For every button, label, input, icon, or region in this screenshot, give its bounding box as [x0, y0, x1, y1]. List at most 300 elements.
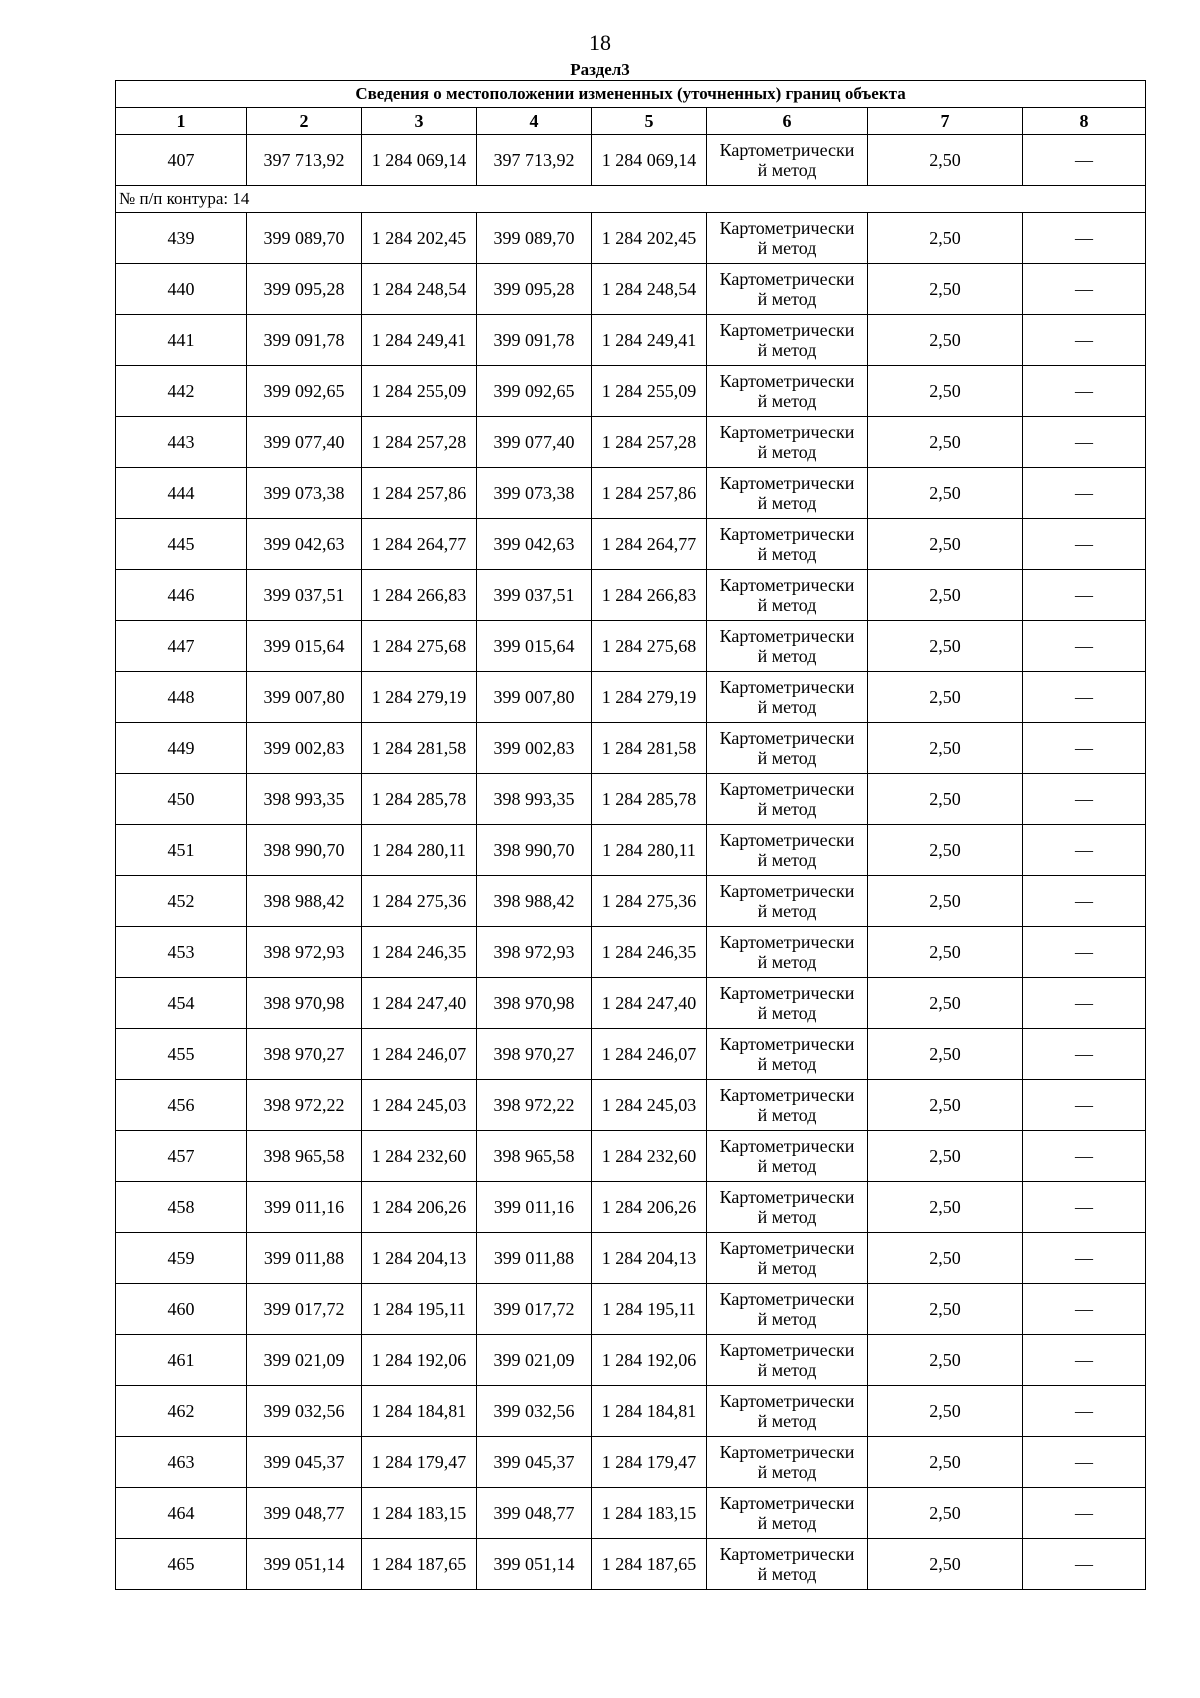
- refined-x: 398 970,27: [477, 1029, 592, 1080]
- description-dash: —: [1023, 1488, 1146, 1539]
- refined-y: 1 284 275,68: [592, 621, 707, 672]
- method-text: Картометрически: [719, 1187, 855, 1207]
- description-dash: —: [1023, 570, 1146, 621]
- existing-x: 399 032,56: [247, 1386, 362, 1437]
- existing-x: 399 042,63: [247, 519, 362, 570]
- method-text: Картометрически: [719, 575, 855, 595]
- method-text: Картометрически: [719, 779, 855, 799]
- existing-x: 399 037,51: [247, 570, 362, 621]
- refined-y: 1 284 255,09: [592, 366, 707, 417]
- accuracy-value: 2,50: [868, 1539, 1023, 1590]
- existing-x: 399 091,78: [247, 315, 362, 366]
- method-cell: [707, 927, 868, 978]
- existing-y: 1 284 280,11: [362, 825, 477, 876]
- existing-y: 1 284 187,65: [362, 1539, 477, 1590]
- table-row: [116, 1233, 1146, 1284]
- method-text: Картометрически: [719, 1136, 855, 1156]
- method-text: Картометрически: [719, 218, 855, 238]
- description-dash: —: [1023, 1335, 1146, 1386]
- method-text: Картометрически: [719, 1442, 855, 1462]
- method-text: й метод: [757, 1564, 817, 1584]
- existing-y: 1 284 192,06: [362, 1335, 477, 1386]
- existing-y: 1 284 257,28: [362, 417, 477, 468]
- existing-y: 1 284 232,60: [362, 1131, 477, 1182]
- refined-x: 399 042,63: [477, 519, 592, 570]
- method-cell: [707, 825, 868, 876]
- method-text: й метод: [757, 697, 817, 717]
- column-number: 3: [362, 108, 477, 135]
- existing-y: 1 284 069,14: [362, 135, 477, 186]
- table-row: [116, 1335, 1146, 1386]
- refined-x: 398 993,35: [477, 774, 592, 825]
- existing-x: 399 051,14: [247, 1539, 362, 1590]
- point-number: 457: [116, 1131, 247, 1182]
- table-row: [116, 876, 1146, 927]
- existing-y: 1 284 179,47: [362, 1437, 477, 1488]
- existing-y: 1 284 275,68: [362, 621, 477, 672]
- method-text: Картометрически: [719, 422, 855, 442]
- point-number: 460: [116, 1284, 247, 1335]
- method-text: Картометрически: [719, 830, 855, 850]
- refined-x: 399 011,88: [477, 1233, 592, 1284]
- method-cell: [707, 366, 868, 417]
- accuracy-value: 2,50: [868, 1437, 1023, 1488]
- description-dash: —: [1023, 366, 1146, 417]
- accuracy-value: 2,50: [868, 978, 1023, 1029]
- accuracy-value: 2,50: [868, 417, 1023, 468]
- table-caption: Сведения о местоположении измененных (уточненных) границ объекта: [116, 81, 1146, 108]
- method-text: й метод: [757, 442, 817, 462]
- table-row: [116, 1284, 1146, 1335]
- method-text: й метод: [757, 1462, 817, 1482]
- refined-x: 399 015,64: [477, 621, 592, 672]
- point-number: 465: [116, 1539, 247, 1590]
- accuracy-value: 2,50: [868, 723, 1023, 774]
- refined-x: 399 092,65: [477, 366, 592, 417]
- existing-x: 399 011,88: [247, 1233, 362, 1284]
- existing-y: 1 284 246,07: [362, 1029, 477, 1080]
- method-cell: [707, 1284, 868, 1335]
- existing-x: 399 048,77: [247, 1488, 362, 1539]
- existing-x: 399 021,09: [247, 1335, 362, 1386]
- refined-x: 399 007,80: [477, 672, 592, 723]
- refined-x: 399 089,70: [477, 213, 592, 264]
- table-row: [116, 1131, 1146, 1182]
- description-dash: —: [1023, 1437, 1146, 1488]
- method-cell: [707, 1386, 868, 1437]
- method-cell: [707, 570, 868, 621]
- refined-y: 1 284 195,11: [592, 1284, 707, 1335]
- point-number: 444: [116, 468, 247, 519]
- description-dash: —: [1023, 135, 1146, 186]
- description-dash: —: [1023, 1131, 1146, 1182]
- refined-y: 1 284 266,83: [592, 570, 707, 621]
- refined-y: 1 284 257,28: [592, 417, 707, 468]
- point-number: 453: [116, 927, 247, 978]
- description-dash: —: [1023, 1029, 1146, 1080]
- existing-y: 1 284 248,54: [362, 264, 477, 315]
- refined-y: 1 284 179,47: [592, 1437, 707, 1488]
- table-row: [116, 927, 1146, 978]
- accuracy-value: 2,50: [868, 774, 1023, 825]
- point-number: 450: [116, 774, 247, 825]
- refined-x: 398 990,70: [477, 825, 592, 876]
- description-dash: —: [1023, 672, 1146, 723]
- method-text: й метод: [757, 391, 817, 411]
- method-text: Картометрически: [719, 626, 855, 646]
- refined-y: 1 284 069,14: [592, 135, 707, 186]
- refined-y: 1 284 249,41: [592, 315, 707, 366]
- accuracy-value: 2,50: [868, 468, 1023, 519]
- accuracy-value: 2,50: [868, 1284, 1023, 1335]
- method-cell: [707, 213, 868, 264]
- refined-y: 1 284 245,03: [592, 1080, 707, 1131]
- method-text: й метод: [757, 595, 817, 615]
- refined-x: 399 073,38: [477, 468, 592, 519]
- method-cell: [707, 417, 868, 468]
- column-number: 7: [868, 108, 1023, 135]
- method-text: й метод: [757, 748, 817, 768]
- point-number: 447: [116, 621, 247, 672]
- accuracy-value: 2,50: [868, 1131, 1023, 1182]
- point-number: 443: [116, 417, 247, 468]
- existing-x: 398 972,93: [247, 927, 362, 978]
- table-body: [116, 81, 1146, 1590]
- method-cell: [707, 1335, 868, 1386]
- method-text: Картометрически: [719, 677, 855, 697]
- contour-row: [116, 186, 1146, 213]
- point-number: 439: [116, 213, 247, 264]
- table-row: [116, 672, 1146, 723]
- description-dash: —: [1023, 264, 1146, 315]
- method-cell: [707, 468, 868, 519]
- table-row: [116, 417, 1146, 468]
- description-dash: —: [1023, 723, 1146, 774]
- method-text: Картометрически: [719, 524, 855, 544]
- existing-x: 398 970,27: [247, 1029, 362, 1080]
- refined-x: 399 048,77: [477, 1488, 592, 1539]
- point-number: 459: [116, 1233, 247, 1284]
- method-text: й метод: [757, 160, 817, 180]
- method-text: Картометрически: [719, 983, 855, 1003]
- point-number: 464: [116, 1488, 247, 1539]
- existing-x: 398 990,70: [247, 825, 362, 876]
- table-row: [116, 621, 1146, 672]
- refined-y: 1 284 187,65: [592, 1539, 707, 1590]
- method-cell: [707, 621, 868, 672]
- method-text: й метод: [757, 799, 817, 819]
- description-dash: —: [1023, 1284, 1146, 1335]
- existing-y: 1 284 255,09: [362, 366, 477, 417]
- method-text: й метод: [757, 850, 817, 870]
- refined-y: 1 284 248,54: [592, 264, 707, 315]
- existing-y: 1 284 285,78: [362, 774, 477, 825]
- refined-y: 1 284 202,45: [592, 213, 707, 264]
- method-text: Картометрически: [719, 1034, 855, 1054]
- table-caption-row: [116, 81, 1146, 108]
- table-row: [116, 135, 1146, 186]
- existing-x: 399 045,37: [247, 1437, 362, 1488]
- refined-y: 1 284 184,81: [592, 1386, 707, 1437]
- page-number: 18: [589, 30, 611, 55]
- method-text: Картометрически: [719, 371, 855, 391]
- description-dash: —: [1023, 774, 1146, 825]
- accuracy-value: 2,50: [868, 1488, 1023, 1539]
- point-number: 455: [116, 1029, 247, 1080]
- method-text: й метод: [757, 1513, 817, 1533]
- refined-x: 397 713,92: [477, 135, 592, 186]
- accuracy-value: 2,50: [868, 1080, 1023, 1131]
- table-row: [116, 366, 1146, 417]
- table-row: [116, 1080, 1146, 1131]
- method-text: й метод: [757, 952, 817, 972]
- method-text: Картометрически: [719, 473, 855, 493]
- method-cell: [707, 1182, 868, 1233]
- table-row: [116, 978, 1146, 1029]
- refined-y: 1 284 247,40: [592, 978, 707, 1029]
- method-text: й метод: [757, 901, 817, 921]
- accuracy-value: 2,50: [868, 672, 1023, 723]
- method-text: Картометрически: [719, 728, 855, 748]
- method-cell: [707, 1233, 868, 1284]
- method-cell: [707, 1437, 868, 1488]
- accuracy-value: 2,50: [868, 1335, 1023, 1386]
- existing-y: 1 284 264,77: [362, 519, 477, 570]
- accuracy-value: 2,50: [868, 621, 1023, 672]
- refined-y: 1 284 279,19: [592, 672, 707, 723]
- refined-x: 398 972,93: [477, 927, 592, 978]
- refined-x: 399 017,72: [477, 1284, 592, 1335]
- point-number: 451: [116, 825, 247, 876]
- method-text: й метод: [757, 544, 817, 564]
- refined-x: 398 965,58: [477, 1131, 592, 1182]
- refined-x: 399 002,83: [477, 723, 592, 774]
- method-text: й метод: [757, 1105, 817, 1125]
- existing-x: 399 077,40: [247, 417, 362, 468]
- accuracy-value: 2,50: [868, 1233, 1023, 1284]
- existing-x: 399 011,16: [247, 1182, 362, 1233]
- method-text: й метод: [757, 238, 817, 258]
- existing-y: 1 284 204,13: [362, 1233, 477, 1284]
- method-text: й метод: [757, 1411, 817, 1431]
- existing-y: 1 284 249,41: [362, 315, 477, 366]
- existing-y: 1 284 202,45: [362, 213, 477, 264]
- method-text: Картометрически: [719, 320, 855, 340]
- existing-x: 398 970,98: [247, 978, 362, 1029]
- description-dash: —: [1023, 1539, 1146, 1590]
- table-row: [116, 213, 1146, 264]
- method-text: Картометрически: [719, 1085, 855, 1105]
- boundary-coordinates-table: [115, 80, 1146, 1590]
- refined-y: 1 284 246,07: [592, 1029, 707, 1080]
- method-cell: [707, 135, 868, 186]
- refined-y: 1 284 232,60: [592, 1131, 707, 1182]
- refined-y: 1 284 281,58: [592, 723, 707, 774]
- existing-y: 1 284 184,81: [362, 1386, 477, 1437]
- table-row: [116, 774, 1146, 825]
- refined-x: 399 037,51: [477, 570, 592, 621]
- contour-label: № п/п контура: 14: [116, 186, 1146, 213]
- refined-y: 1 284 264,77: [592, 519, 707, 570]
- method-cell: [707, 978, 868, 1029]
- existing-y: 1 284 195,11: [362, 1284, 477, 1335]
- table-row: [116, 1386, 1146, 1437]
- point-number: 461: [116, 1335, 247, 1386]
- existing-x: 399 007,80: [247, 672, 362, 723]
- description-dash: —: [1023, 825, 1146, 876]
- refined-y: 1 284 257,86: [592, 468, 707, 519]
- point-number: 454: [116, 978, 247, 1029]
- description-dash: —: [1023, 213, 1146, 264]
- description-dash: —: [1023, 468, 1146, 519]
- point-number: 462: [116, 1386, 247, 1437]
- method-cell: [707, 1539, 868, 1590]
- method-text: Картометрически: [719, 269, 855, 289]
- description-dash: —: [1023, 978, 1146, 1029]
- table-row: [116, 519, 1146, 570]
- method-text: Картометрически: [719, 1391, 855, 1411]
- table-row: [116, 1182, 1146, 1233]
- existing-x: 398 993,35: [247, 774, 362, 825]
- accuracy-value: 2,50: [868, 825, 1023, 876]
- accuracy-value: 2,50: [868, 264, 1023, 315]
- section-label: Раздел3: [570, 60, 630, 79]
- refined-y: 1 284 183,15: [592, 1488, 707, 1539]
- method-text: й метод: [757, 1258, 817, 1278]
- point-number: 446: [116, 570, 247, 621]
- method-text: Картометрически: [719, 1544, 855, 1564]
- existing-x: 398 988,42: [247, 876, 362, 927]
- existing-y: 1 284 246,35: [362, 927, 477, 978]
- method-cell: [707, 723, 868, 774]
- existing-x: 398 972,22: [247, 1080, 362, 1131]
- refined-x: 399 077,40: [477, 417, 592, 468]
- existing-y: 1 284 275,36: [362, 876, 477, 927]
- method-text: Картометрически: [719, 932, 855, 952]
- method-cell: [707, 774, 868, 825]
- method-text: Картометрически: [719, 1340, 855, 1360]
- column-number: 1: [116, 108, 247, 135]
- point-number: 463: [116, 1437, 247, 1488]
- accuracy-value: 2,50: [868, 366, 1023, 417]
- accuracy-value: 2,50: [868, 519, 1023, 570]
- method-text: й метод: [757, 1207, 817, 1227]
- point-number: 445: [116, 519, 247, 570]
- description-dash: —: [1023, 1386, 1146, 1437]
- refined-x: 399 045,37: [477, 1437, 592, 1488]
- method-text: й метод: [757, 1156, 817, 1176]
- table-row: [116, 570, 1146, 621]
- refined-y: 1 284 192,06: [592, 1335, 707, 1386]
- refined-x: 398 970,98: [477, 978, 592, 1029]
- table-row: [116, 825, 1146, 876]
- refined-x: 399 011,16: [477, 1182, 592, 1233]
- accuracy-value: 2,50: [868, 927, 1023, 978]
- accuracy-value: 2,50: [868, 876, 1023, 927]
- description-dash: —: [1023, 417, 1146, 468]
- point-number: 452: [116, 876, 247, 927]
- method-cell: [707, 519, 868, 570]
- accuracy-value: 2,50: [868, 135, 1023, 186]
- method-text: й метод: [757, 1003, 817, 1023]
- existing-x: 399 002,83: [247, 723, 362, 774]
- refined-x: 398 988,42: [477, 876, 592, 927]
- refined-y: 1 284 285,78: [592, 774, 707, 825]
- refined-y: 1 284 275,36: [592, 876, 707, 927]
- refined-x: 399 091,78: [477, 315, 592, 366]
- refined-x: 398 972,22: [477, 1080, 592, 1131]
- table-row: [116, 723, 1146, 774]
- point-number: 458: [116, 1182, 247, 1233]
- description-dash: —: [1023, 315, 1146, 366]
- method-text: й метод: [757, 1309, 817, 1329]
- method-cell: [707, 315, 868, 366]
- point-number: 441: [116, 315, 247, 366]
- existing-y: 1 284 183,15: [362, 1488, 477, 1539]
- refined-y: 1 284 246,35: [592, 927, 707, 978]
- accuracy-value: 2,50: [868, 1029, 1023, 1080]
- refined-x: 399 021,09: [477, 1335, 592, 1386]
- point-number: 449: [116, 723, 247, 774]
- refined-y: 1 284 280,11: [592, 825, 707, 876]
- refined-y: 1 284 206,26: [592, 1182, 707, 1233]
- refined-x: 399 032,56: [477, 1386, 592, 1437]
- description-dash: —: [1023, 1233, 1146, 1284]
- column-number-row: [116, 108, 1146, 135]
- existing-y: 1 284 206,26: [362, 1182, 477, 1233]
- accuracy-value: 2,50: [868, 213, 1023, 264]
- table-row: [116, 1029, 1146, 1080]
- method-text: Картометрически: [719, 1289, 855, 1309]
- column-number: 2: [247, 108, 362, 135]
- existing-x: 399 089,70: [247, 213, 362, 264]
- method-cell: [707, 264, 868, 315]
- refined-x: 399 051,14: [477, 1539, 592, 1590]
- description-dash: —: [1023, 1182, 1146, 1233]
- method-text: й метод: [757, 1054, 817, 1074]
- method-cell: [707, 672, 868, 723]
- description-dash: —: [1023, 621, 1146, 672]
- refined-x: 399 095,28: [477, 264, 592, 315]
- existing-x: 399 017,72: [247, 1284, 362, 1335]
- method-text: й метод: [757, 1360, 817, 1380]
- table-row: [116, 1437, 1146, 1488]
- method-text: й метод: [757, 646, 817, 666]
- method-cell: [707, 876, 868, 927]
- accuracy-value: 2,50: [868, 1182, 1023, 1233]
- existing-y: 1 284 266,83: [362, 570, 477, 621]
- description-dash: —: [1023, 876, 1146, 927]
- existing-x: 398 965,58: [247, 1131, 362, 1182]
- method-text: й метод: [757, 493, 817, 513]
- method-text: й метод: [757, 340, 817, 360]
- description-dash: —: [1023, 1080, 1146, 1131]
- existing-y: 1 284 257,86: [362, 468, 477, 519]
- column-number: 8: [1023, 108, 1146, 135]
- method-cell: [707, 1080, 868, 1131]
- point-number: 442: [116, 366, 247, 417]
- method-text: Картометрически: [719, 881, 855, 901]
- method-text: Картометрически: [719, 140, 855, 160]
- existing-x: 399 015,64: [247, 621, 362, 672]
- description-dash: —: [1023, 519, 1146, 570]
- column-number: 6: [707, 108, 868, 135]
- table-row: [116, 468, 1146, 519]
- table-row: [116, 264, 1146, 315]
- existing-y: 1 284 245,03: [362, 1080, 477, 1131]
- existing-y: 1 284 247,40: [362, 978, 477, 1029]
- method-cell: [707, 1488, 868, 1539]
